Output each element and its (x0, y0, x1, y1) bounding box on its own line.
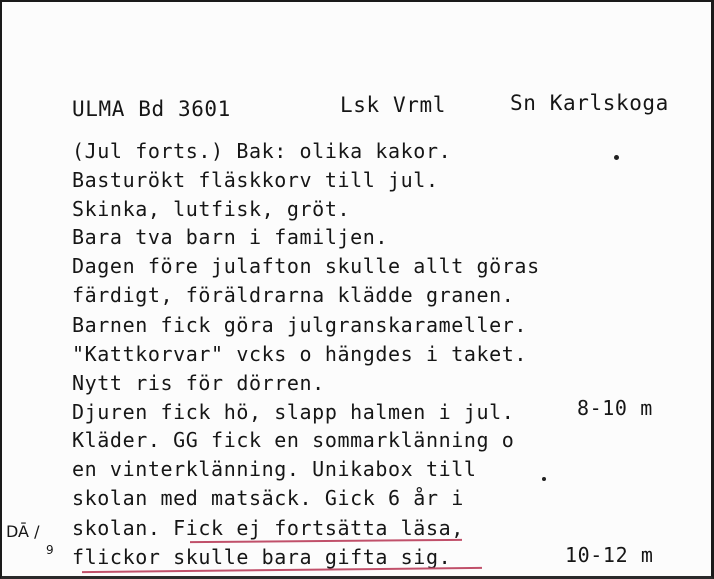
socken-name: Sn Karlskoga (510, 91, 669, 115)
body-line: Bara tva barn i familjen. (72, 225, 389, 249)
body-line: Basturökt fläskkorv till jul. (72, 168, 439, 192)
typed-dot (614, 155, 619, 160)
body-line: Skinka, lutfisk, gröt. (72, 197, 351, 221)
body-line: skolan. Fick ej fortsätta läsa, (72, 516, 464, 540)
body-line: färdigt, föräldrarna klädde granen. (72, 283, 515, 307)
time-note-second: 10-12 m (565, 543, 654, 567)
body-line: Dagen före julafton skulle allt göras (72, 254, 540, 278)
margin-note-mark: DĀ / (6, 522, 40, 541)
time-note-first: 8-10 m (577, 396, 653, 420)
body-line: Barnen fick göra julgranskarameller. (72, 313, 528, 337)
body-line: (Jul forts.) Bak: olika kakor. (72, 139, 452, 163)
body-line: Djuren fick hö, slapp halmen i jul. (72, 400, 515, 424)
typed-dot (542, 477, 546, 481)
body-line: Nytt ris för dörren. (72, 371, 325, 395)
margin-note-number: 9 (46, 543, 54, 557)
body-line: "Kattkorvar" vcks o hängdes i taket. (72, 342, 528, 366)
archive-code: ULMA Bd 3601 (72, 97, 231, 121)
body-line: Kläder. GG fick en sommarklänning o (72, 428, 515, 452)
landskap-code: Lsk Vrml (340, 93, 446, 117)
body-line: en vinterklänning. Unikabox till (72, 457, 477, 481)
body-line: skolan med matsäck. Gick 6 år i (72, 486, 464, 510)
body-line: flickor skulle bara gifta sig. (72, 545, 452, 569)
